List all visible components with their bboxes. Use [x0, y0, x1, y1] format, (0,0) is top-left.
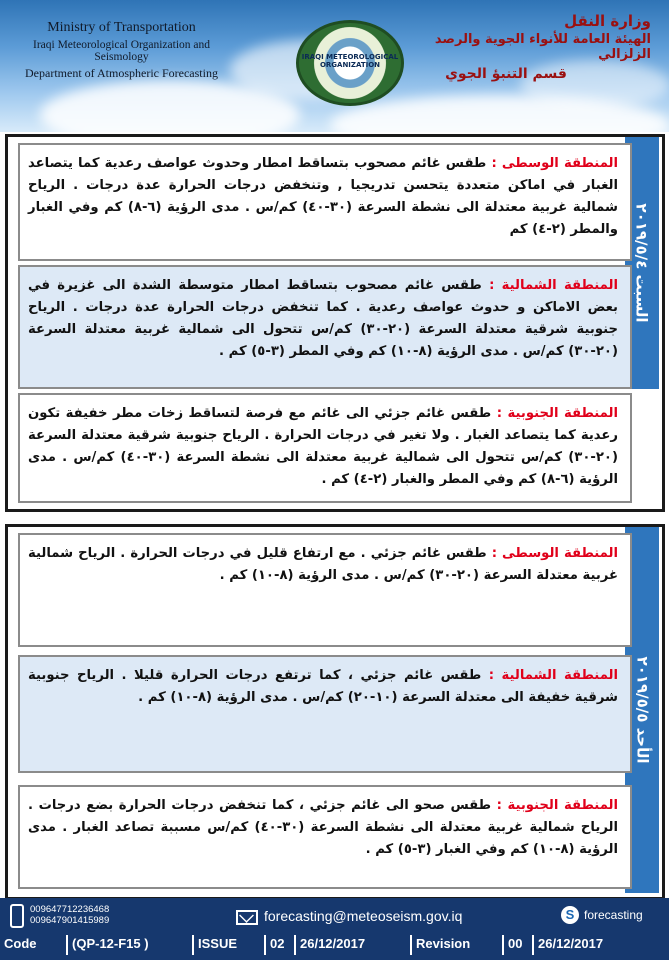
region-name: المنطقة الشمالية : — [488, 668, 619, 683]
footer — [0, 898, 669, 960]
code-value: (QP-12-F15 ) — [66, 935, 192, 955]
region-name: المنطقة الوسطى : — [491, 156, 619, 171]
region-text: طقس غائم جزئي ، كما ترتفع درجات الحرارة قليلا . الرياح جنوبية شرقية خفيفة الى معتدلة السرعة (١٠-٢٠) كم/س . مدى الرؤية (٨-١٠) كم . — [28, 668, 618, 705]
region-text: طقس غائم جزئي الى غائم مع فرصة لتساقط زخات مطر خفيفة تكون رعدية كما يتصاعد الغبار . ولا تغير في درجات الحرارة . الرياح جنوبية شرقية معتدلة السرعة (٢٠-٣٠) كم/س تتحول الى شمالية غربية معتدلة الى نشطة السرعة (٣٠-٤٠) كم/س . مدى الرؤية (٦-٨) كم وفي المطر والغبار (٢-٤) كم . — [28, 406, 618, 487]
region-forecast-north — [18, 655, 632, 773]
revision-value: 00 — [502, 935, 532, 955]
organization-logo — [296, 20, 404, 106]
ministry-en: Ministry of Transportation — [47, 20, 196, 35]
issue-label: ISSUE — [192, 935, 264, 955]
organization-en: Iraqi Meteorological Organization and Seismology — [32, 39, 210, 63]
header-arabic-block — [401, 12, 651, 82]
region-name: المنطقة الجنوبية : — [496, 406, 618, 421]
region-forecast-central — [18, 143, 632, 261]
region-forecast-central — [18, 533, 632, 647]
department-ar: قسم التنبؤ الجوي — [445, 66, 567, 82]
region-text: طقس غائم مصحوب بتساقط امطار متوسطة الشدة الى غزيرة في بعض الاماكن و حدوث عواصف رعدية . كما تنخفض درجات الحرارة عدة درجات . الرياح جنوبية شرقية معتدلة السرعة (٢٠-٣٠) كم/س تتحول الى شمالية غربية معتدلة السرعة (٢٠-٣٠) كم/س . مدى الرؤية (٨-١٠) كم وفي المطر (٣-٥) كم . — [28, 278, 618, 359]
revision-label: Revision — [410, 935, 502, 955]
region-name: المنطقة الشمالية : — [489, 278, 618, 293]
ministry-ar: وزارة النقل — [564, 12, 651, 30]
email-link[interactable]: forecasting@meteoseism.gov.iq — [264, 908, 463, 924]
region-forecast-north — [18, 265, 632, 389]
department-en: Department of Atmospheric Forecasting — [25, 66, 218, 80]
region-forecast-south — [18, 785, 632, 889]
region-name: المنطقة الجنوبية : — [496, 798, 619, 813]
region-text: طقس غائم مصحوب بتساقط امطار وحدوث عواصف رعدية كما يتصاعد الغبار في اماكن متعددة يتحسن تدريجيا , وتنخفض درجات الحرارة عدة درجات . الرياح شمالية غربية معتدلة الى نشطة السرعة (٣٠-٤٠) كم/س . مدى الرؤية (٦-٨) كم وفي الغبار والمطر (٢-٤) كم — [28, 156, 618, 237]
header-english-block — [14, 20, 229, 81]
code-label: Code — [4, 936, 37, 951]
logo-text: IRAQI METEOROLOGICAL ORGANIZATION — [301, 53, 399, 69]
date-label: السبت ٢٠١٩/٥/٤ — [633, 203, 651, 323]
header-banner — [0, 0, 669, 132]
skype-link[interactable]: forecasting — [584, 908, 643, 922]
phone-number[interactable]: 009647712236468 — [30, 904, 110, 915]
issue-value: 02 — [264, 935, 294, 955]
region-text: طقس صحو الى غائم جزئي ، كما تنخفض درجات الحرارة بضع درجات . الرياح شمالية غربية معتدلة الى نشطة السرعة (٣٠-٤٠) كم/س مسببة تصاعد الغبار . مدى الرؤية (٨-١٠) كم وفي الغبار (٣-٥) كم . — [28, 798, 618, 857]
day-forecast-section — [5, 524, 665, 900]
region-forecast-south — [18, 393, 632, 503]
region-name: المنطقة الوسطى : — [491, 546, 618, 561]
organization-ar: الهيئة العامة للأنواء الجوية والرصد الزلزالي — [434, 32, 651, 62]
phone-number[interactable]: 009647901415989 — [30, 915, 110, 926]
skype-icon: S — [561, 906, 579, 924]
document-code-row — [0, 935, 669, 955]
phone-icon — [10, 904, 24, 928]
phone-numbers — [30, 904, 109, 926]
issue-date: 26/12/2017 — [294, 935, 410, 955]
day-forecast-section — [5, 134, 665, 512]
mail-icon — [236, 910, 258, 925]
revision-date: 26/12/2017 — [532, 935, 669, 955]
date-label: الأحد ٢٠١٩/٥/٥ — [633, 656, 651, 764]
region-text: طقس غائم جزئي . مع ارتفاع قليل في درجات الحرارة . الرياح شمالية غربية معتدلة السرعة (٢٠-٣٠) كم/س . مدى الرؤية (٨-١٠) كم . — [28, 546, 618, 583]
